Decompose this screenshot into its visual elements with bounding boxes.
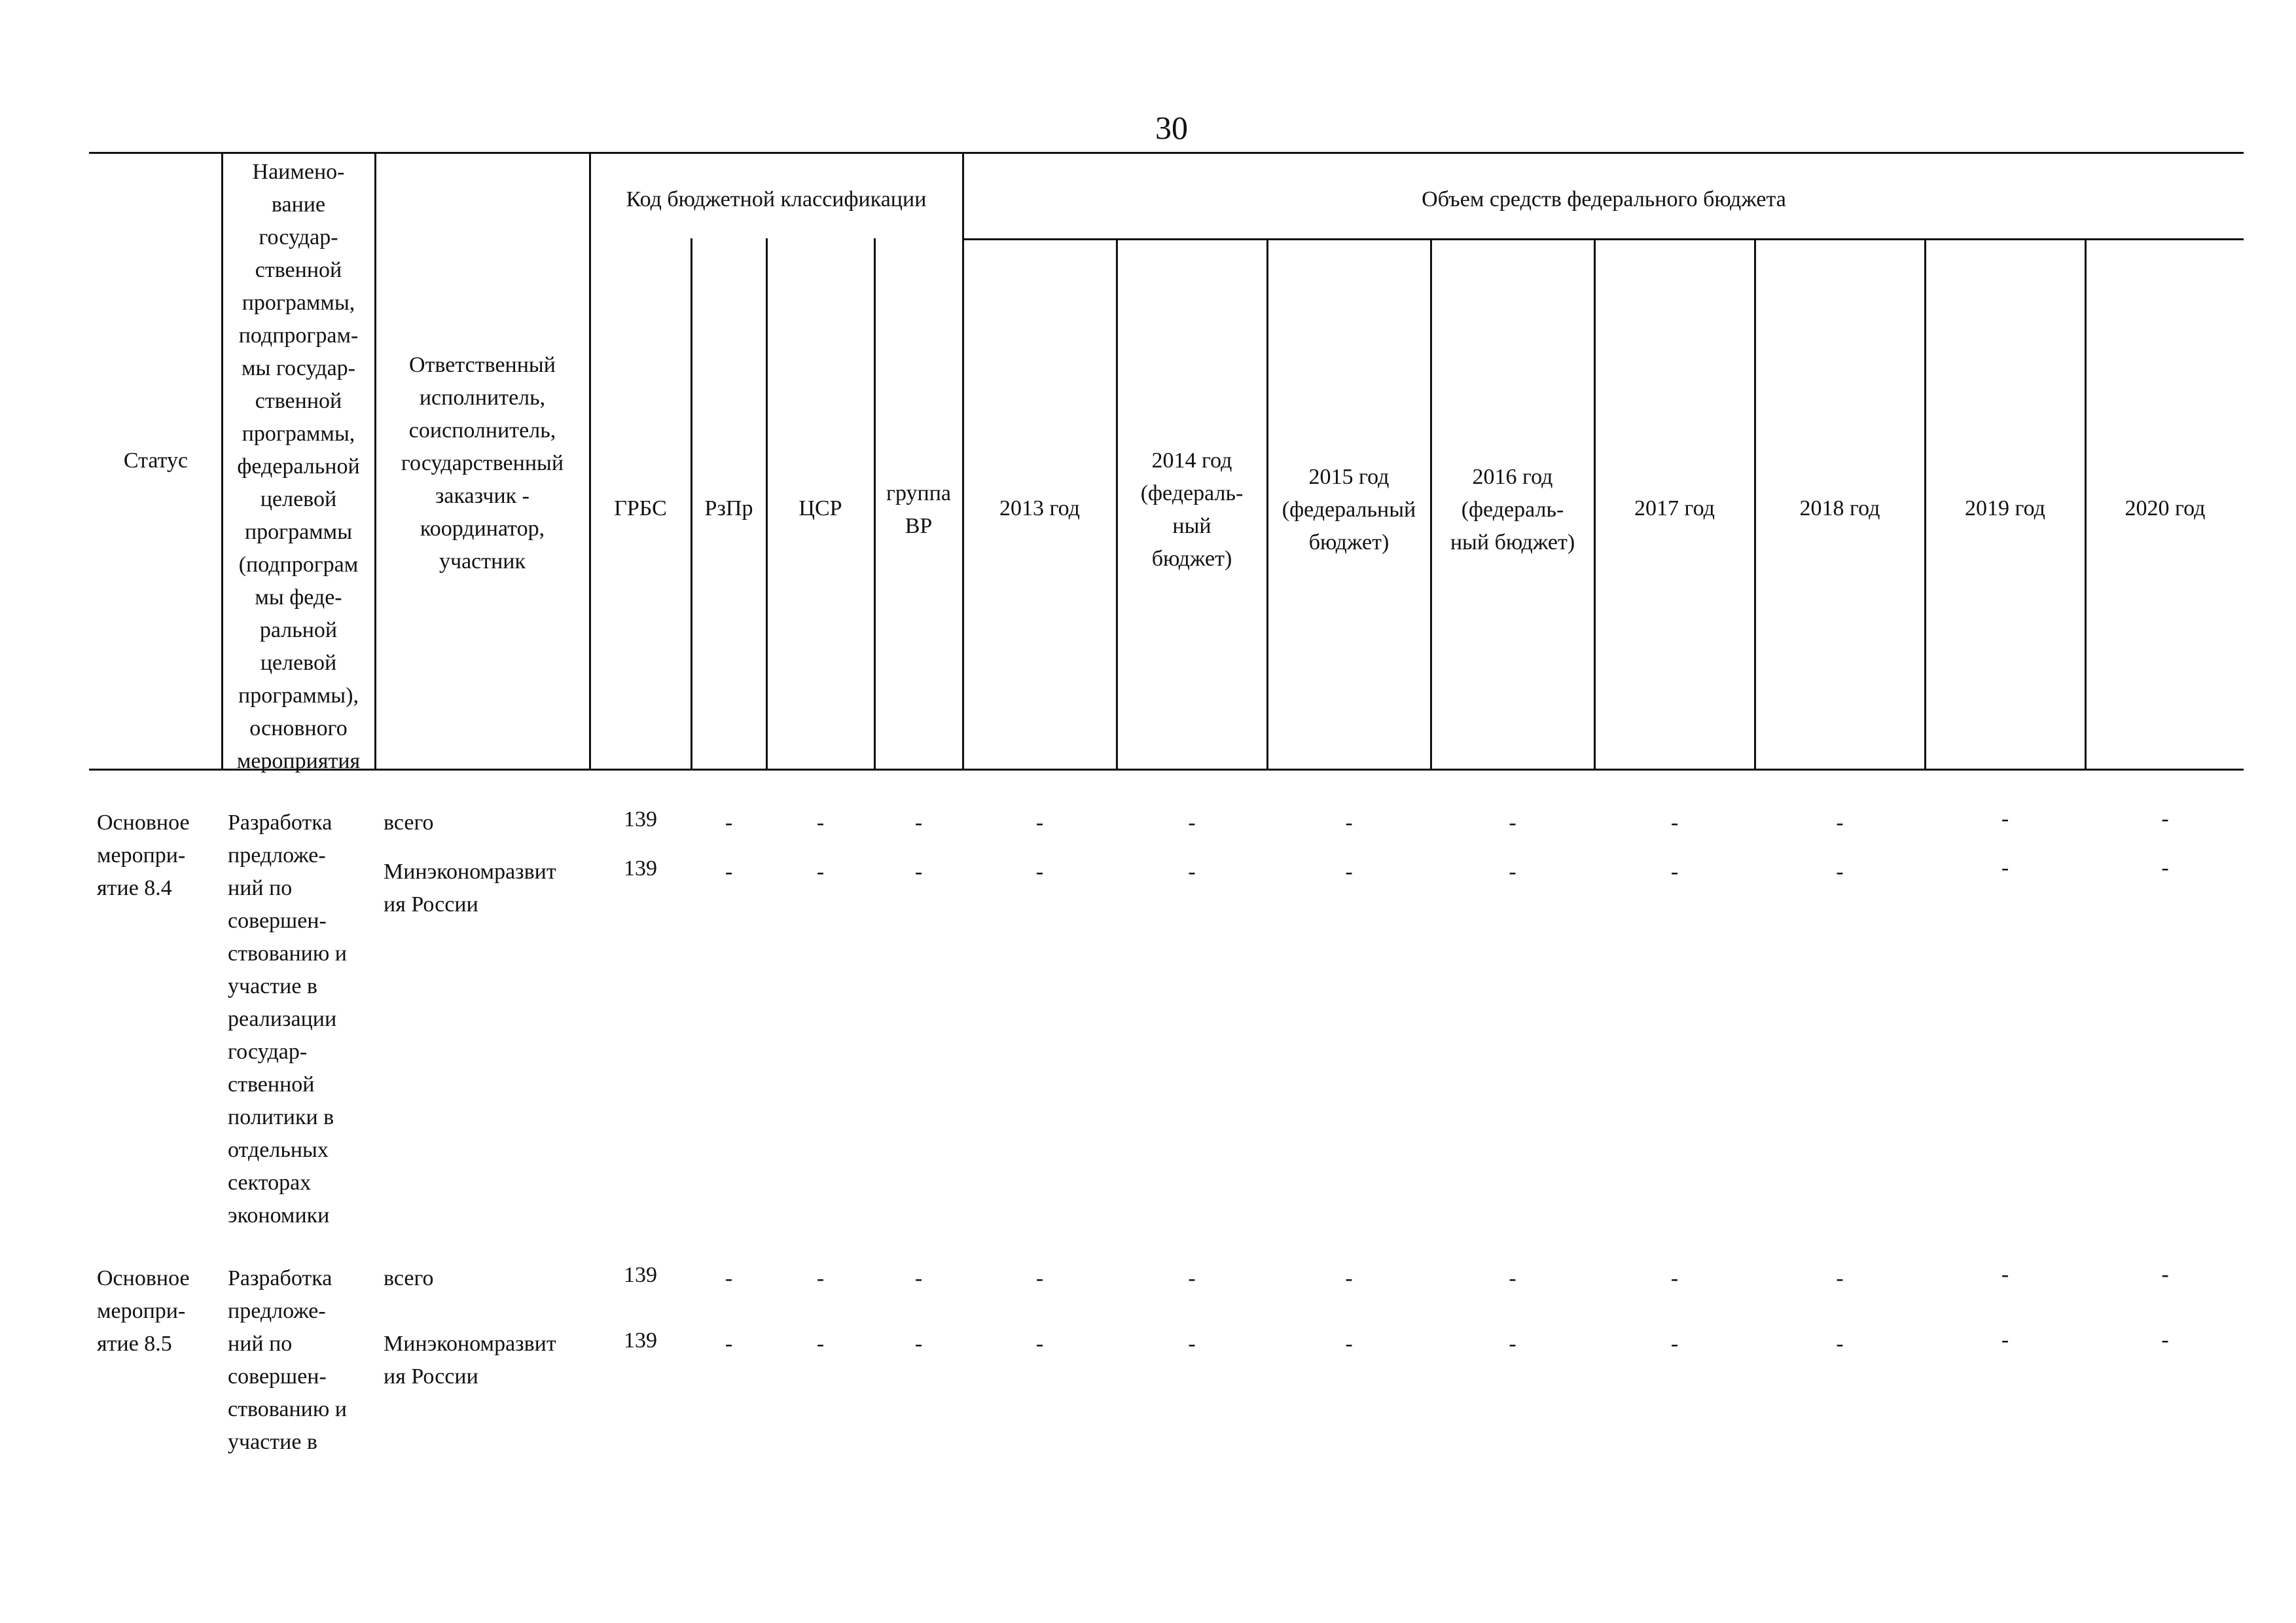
value-2020: - <box>2161 1328 2169 1352</box>
header-funds: Объем средств федерального бюджета <box>1422 187 1786 211</box>
value-2016: - <box>1509 811 1516 835</box>
value-2019: - <box>2001 856 2009 880</box>
value-2015: - <box>1345 1332 1353 1356</box>
value-2019: - <box>2001 1262 2009 1286</box>
measure-status: Основное меропри- ятие 8.4 <box>97 811 190 900</box>
value-2016: - <box>1509 1266 1516 1290</box>
value-2013: - <box>1035 811 1044 835</box>
value-2015: - <box>1345 811 1353 835</box>
header-year-2017: 2017 год <box>1634 496 1715 520</box>
value-2019: - <box>2001 807 2009 831</box>
grbs-cell: 139 <box>624 1328 657 1353</box>
header-year-2014: 2014 год (федераль- ный бюджет) <box>1140 448 1244 571</box>
value-2017: - <box>1670 1332 1679 1356</box>
value-2015: - <box>1345 860 1353 884</box>
grbs-cell: 139 <box>624 807 657 831</box>
value-2014: - <box>1188 1332 1196 1356</box>
value-2020: - <box>2161 807 2169 831</box>
measure-status: Основное меропри- ятие 8.5 <box>97 1266 190 1356</box>
measure-name: Разработка предложе- ний по совершен- ствованию и участие в <box>228 1266 347 1454</box>
executor-cell: всего <box>384 1266 434 1290</box>
value-2020: - <box>2161 856 2169 880</box>
header-year-2013: 2013 год <box>999 496 1080 520</box>
value-2020: - <box>2161 1262 2169 1286</box>
executor-cell: Минэкономразвит ия России <box>384 860 556 917</box>
vr-cell: - <box>914 811 923 835</box>
header-year-2018: 2018 год <box>1799 496 1880 520</box>
rzpr-cell: - <box>725 811 733 835</box>
csr-cell: - <box>816 811 825 835</box>
value-2018: - <box>1836 860 1844 884</box>
executor-cell: всего <box>384 811 434 835</box>
header-year-2020: 2020 год <box>2125 496 2206 520</box>
header-grbs: ГРБС <box>614 496 667 520</box>
csr-cell: - <box>816 860 825 884</box>
header-name: Наимено- вание государ- ственной программы, подпрограм- мы государ- ственной программы, федеральной целевой программы (подпрограм мы феде- ральной целевой программы), основного мероприятия <box>236 160 361 773</box>
rzpr-cell: - <box>725 1332 733 1356</box>
value-2013: - <box>1035 1332 1044 1356</box>
value-2013: - <box>1035 1266 1044 1290</box>
value-2014: - <box>1188 860 1196 884</box>
value-2017: - <box>1670 811 1679 835</box>
page-number: 30 <box>1155 109 1188 146</box>
header-year-2015: 2015 год (федеральный бюджет) <box>1282 465 1416 555</box>
csr-cell: - <box>816 1332 825 1356</box>
csr-cell: - <box>816 1266 825 1290</box>
grbs-cell: 139 <box>624 1263 657 1287</box>
header-rzpr: РзПр <box>704 496 753 520</box>
header-vr-group: группа ВР <box>886 481 951 538</box>
value-2014: - <box>1188 1266 1196 1290</box>
value-2014: - <box>1188 811 1196 835</box>
value-2017: - <box>1670 860 1679 884</box>
header-csr: ЦСР <box>798 496 842 520</box>
vr-cell: - <box>914 1266 923 1290</box>
grbs-cell: 139 <box>624 856 657 881</box>
header-year-2016: 2016 год (федераль- ный бюджет) <box>1450 465 1575 555</box>
measure-name: Разработка предложе- ний по совершен- ствованию и участие в реализации государ- ственной политики в отдельных секторах экономики <box>228 811 347 1228</box>
value-2019: - <box>2001 1328 2009 1352</box>
value-2016: - <box>1509 1332 1516 1356</box>
value-2018: - <box>1836 811 1844 835</box>
rzpr-cell: - <box>725 1266 733 1290</box>
value-2017: - <box>1670 1266 1679 1290</box>
header-executor: Ответственный исполнитель, соисполнитель, государственный заказчик - координатор, участник <box>401 353 564 574</box>
header-status: Статус <box>123 448 188 473</box>
value-2013: - <box>1035 860 1044 884</box>
header-year-2019: 2019 год <box>1965 496 2045 520</box>
vr-cell: - <box>914 1332 923 1356</box>
value-2016: - <box>1509 860 1516 884</box>
header-budget-code: Код бюджетной классификации <box>626 187 927 211</box>
value-2018: - <box>1836 1332 1844 1356</box>
value-2015: - <box>1345 1266 1353 1290</box>
rzpr-cell: - <box>725 860 733 884</box>
executor-cell: Минэкономразвит ия России <box>384 1332 556 1389</box>
value-2018: - <box>1836 1266 1844 1290</box>
vr-cell: - <box>914 860 923 884</box>
